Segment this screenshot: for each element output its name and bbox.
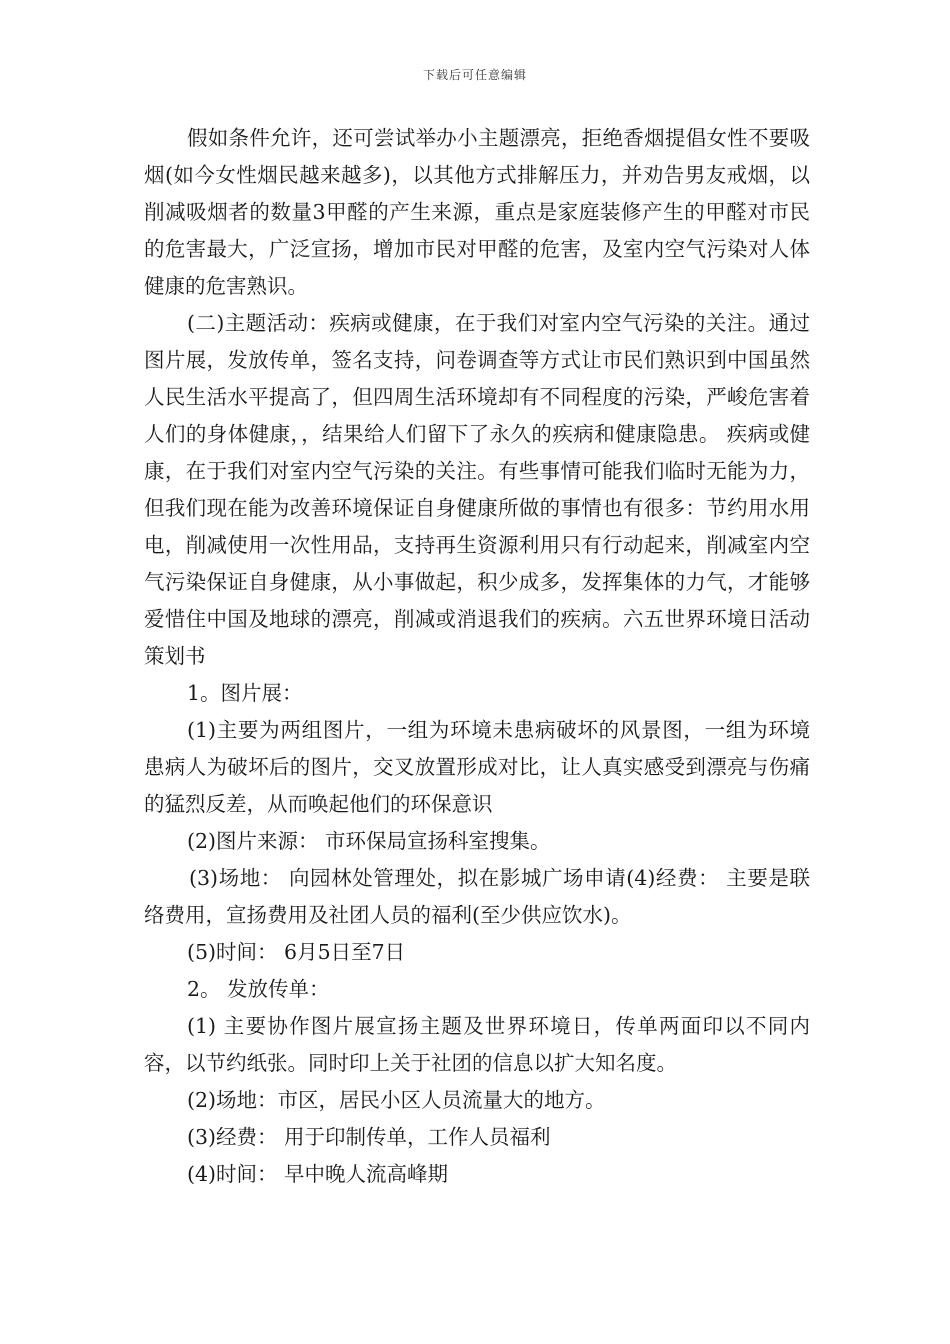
document-body — [144, 120, 810, 1193]
paragraph-11: (3)经费： 用于印制传单，工作人员福利 — [187, 1125, 551, 1149]
page-header: 下载后可任意编辑 — [422, 68, 527, 82]
paragraph-9: (1) 主要协作图片展宣扬主题及世界环境日，传单两面印以不同内容，以节约纸张。同时印上关于社团的信息以扩大知名度。 — [144, 1014, 810, 1075]
paragraph-7: (5)时间： 6月5日至7日 — [187, 940, 406, 964]
paragraph-10: (2)场地：市区，居民小区人员流量大的地方。 — [187, 1088, 606, 1112]
paragraph-6: (3)场地： 向园林处管理处，拟在影城广场申请(4)经费： 主要是联络费用，宣扬费用及社团人员的福利(至少供应饮水)。 — [144, 866, 810, 927]
paragraph-5: (2)图片来源： 市环保局宣扬科室搜集。 — [187, 829, 551, 853]
paragraph-12: (4)时间： 早中晚人流高峰期 — [187, 1162, 449, 1186]
paragraph-2: (二)主题活动：疾病或健康，在于我们对室内空气污染的关注。通过图片展，发放传单，签名支持，问卷调查等方式让市民们熟识到中国虽然人民生活水平提高了，但四周生活环境却有不同程度的污染，严峻危害着人们的身体健康，，结果给人们留下了永久的疾病和健康隐患。 疾病或健康，在于我们对室内空气污染的关注。有些事情可能我们临时无能为力，但我们现在能为改善环境保证自身健康所做的事情也有很多：节约用水用电，削减使用一次性用品，支持再生资源利用只有行动起来，削减室内空气污染保证自身健康，从小事做起，积少成多，发挥集体的力气，才能够爱惜住中国及地球的漂亮，削减或消退我们的疾病。六五世界环境日活动策划书 — [144, 311, 810, 668]
paragraph-4: (1)主要为两组图片，一组为环境未患病破坏的风景图，一组为环境患病人为破坏后的图片，交叉放置形成对比，让人真实感受到漂亮与伤痛的猛烈反差，从而唤起他们的环保意识 — [144, 718, 810, 816]
paragraph-3: 1。图片展： — [187, 681, 303, 705]
paragraph-8: 2。 发放传单： — [187, 977, 330, 1001]
paragraph-1: 假如条件允许，还可尝试举办小主题漂亮，拒绝香烟提倡女性不要吸烟(如今女性烟民越来越多)，以其他方式排解压力，并劝告男友戒烟，以削减吸烟者的数量3甲醛的产生来源，重点是家庭装修产生的甲醛对市民的危害最大，广泛宣扬，增加市民对甲醛的危害，及室内空气污染对人体健康的危害熟识。 — [144, 126, 810, 298]
